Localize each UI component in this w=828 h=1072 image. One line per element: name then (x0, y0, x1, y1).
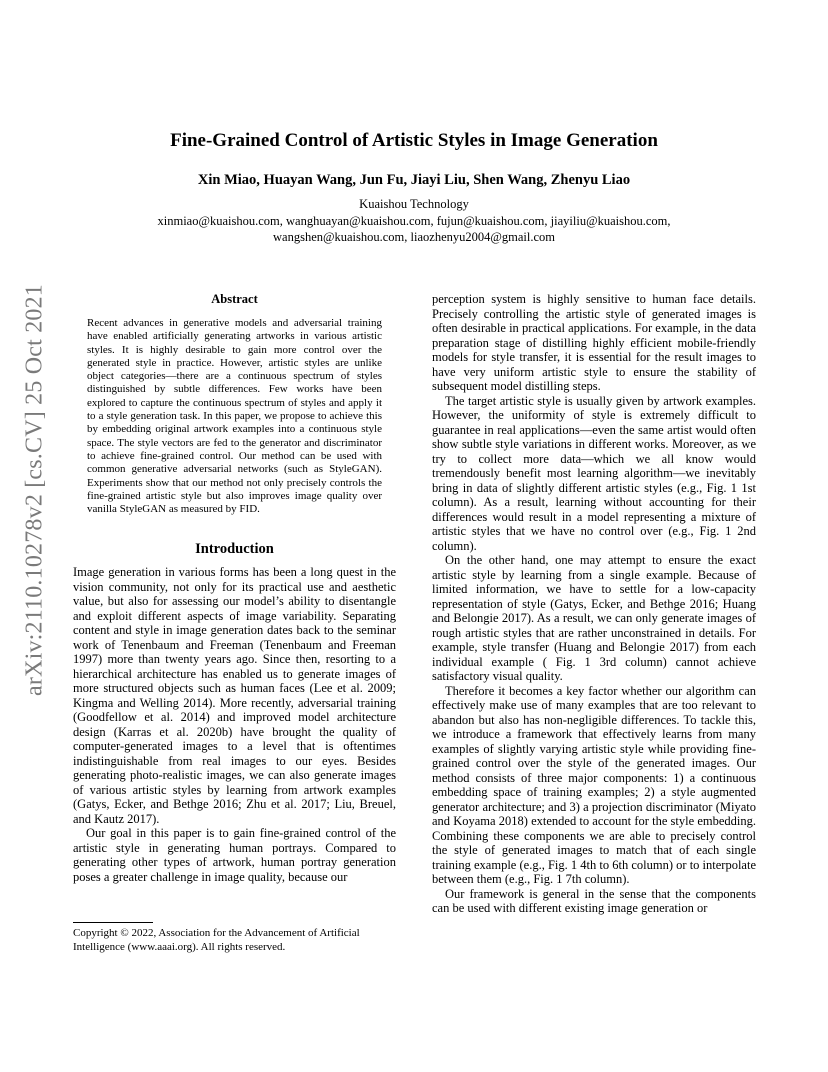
footnote-rule (73, 922, 153, 923)
right-paragraph-3: On the other hand, one may attempt to ensure the exact artistic style by learning from a single example. Because of limited information, we have to settle for a low-capacity representation of style (Gatys, Ecker, and Bethge 2016; Huang and Belongie 2017). As a result, we can only generate images of rough artistic styles that are rather unconstrained in details. For example, style transfer (Huang and Belongie 2017) from each individual example ( Fig. 1 3rd column) cannot achieve satisfactory visual quality. (432, 553, 756, 683)
intro-paragraph-2: Our goal in this paper is to gain fine-grained control of the artistic style in generating human portrays. Compared to generating other types of artwork, human portray generation poses a greater challenge in image quality, because our (73, 826, 396, 884)
copyright-footnote (73, 922, 396, 954)
author-emails: xinmiao@kuaishou.com, wanghuayan@kuaishou.com, fujun@kuaishou.com, jiayiliu@kuaishou.com, wangshen@kuaishou.com, liaozhenyu2004@gmail.com (157, 214, 671, 244)
right-paragraph-1: perception system is highly sensitive to human face details. Precisely controlling the artistic style of generated images is often desirable in practical applications. For example, in the data preparation stage of distilling highly efficient mobile-friendly models for style transfer, it is essential for the result images to have very uniform artistic style to ensure the stability of subsequent model distilling steps. (432, 292, 756, 393)
right-column (432, 292, 756, 916)
footnote-text: Copyright © 2022, Association for the Advancement of Artificial Intelligence (www.aaai.org). All rights reserved. (73, 927, 360, 953)
arxiv-identifier: arXiv:2110.10278v2 [cs.CV] 25 Oct 2021 (21, 284, 48, 696)
paper-title: Fine-Grained Control of Artistic Styles in Image Generation (170, 130, 658, 151)
left-column (73, 292, 396, 884)
right-paragraph-4: Therefore it becomes a key factor whether our algorithm can effectively make use of many examples that are too relevant to abandon but also has non-negligible differences. To tackle this, we introduce a framework that effectively learns from many examples of slightly varying artistic style while providing fine-grained control over the style of the generated images. Our method consists of three major components: 1) a continuous embedding space of training examples; 2) a style augmented generator architecture; and 3) a projection discriminator (Miyato and Koyama 2018) extended to account for the style embedding. Combining these components we are able to precisely control the style of generated images to match that of each single training example (e.g., Fig. 1 4th to 6th column) or to interpolate between them (e.g., Fig. 1 7th column). (432, 683, 756, 886)
affiliation: Kuaishou Technology (359, 197, 469, 211)
arxiv-sidebar (14, 280, 56, 700)
abstract-heading: Abstract (211, 292, 258, 306)
right-paragraph-5: Our framework is general in the sense that the components can be used with different existing image generation or (432, 886, 756, 915)
intro-paragraph-1: Image generation in various forms has been a long quest in the vision community, not only for its practical use and aesthetic value, but also for assessing our model’s ability to disentangle and exploit different aspects of image variability. Separating content and style in image generation dates back to the seminar work of Tenenbaum and Freeman (Tenenbaum and Freeman 1997) more than twenty years ago. Since then, resorting to a hierarchical architecture has enabled us to generate images of more structured objects such as human faces (Lee et al. 2009; Kingma and Welling 2014). More recently, adversarial training (Goodfellow et al. 2014) and improved model architecture design (Karras et al. 2020b) have brought the quality of computer-generated images to a level that is oftentimes indistinguishable from real images to our eyes. Besides generating photo-realistic images, we can also generate images of various artistic styles by learning from artwork examples (Gatys, Ecker, and Bethge 2016; Zhu et al. 2017; Liu, Breuel, and Kautz 2017). (73, 565, 396, 826)
author-list: Xin Miao, Huayan Wang, Jun Fu, Jiayi Liu, Shen Wang, Zhenyu Liao (197, 172, 631, 188)
right-paragraph-2: The target artistic style is usually given by artwork examples. However, the uniformity of style is extremely difficult to guarantee in real applications—even the same artist would often show subtle style variations in different works. Moreover, as we try to collect more data—which we all know would tremendously benefit most learning algorithm—we inevitably bring in data of slightly different artistic styles (e.g., Fig. 1 1st column). As a result, learning without accounting for their differences would result in a model representing a mixture of artistic styles that we have no control over (e.g., Fig. 1 2nd column). (432, 393, 756, 553)
introduction-heading: Introduction (195, 541, 274, 558)
abstract-text: Recent advances in generative models and adversarial training have enabled artificially generating artworks in various artistic styles. It is highly desirable to gain more control over the generated style in practice. However, artistic styles are unlike object categories—there are a continuous spectrum of styles distinguished by subtle differences. Few works have been explored to capture the continuous spectrum of styles and apply it to a style generation task. In this paper, we propose to achieve this by embedding original artwork examples into a continuous style space. The style vectors are fed to the generator and discriminator to achieve fine-grained control. Our method can be used with common generative adversarial networks (such as StyleGAN). Experiments show that our method not only precisely controls the fine-grained artistic style but also improves image quality over vanilla StyleGAN as measured by FID. (87, 317, 382, 516)
